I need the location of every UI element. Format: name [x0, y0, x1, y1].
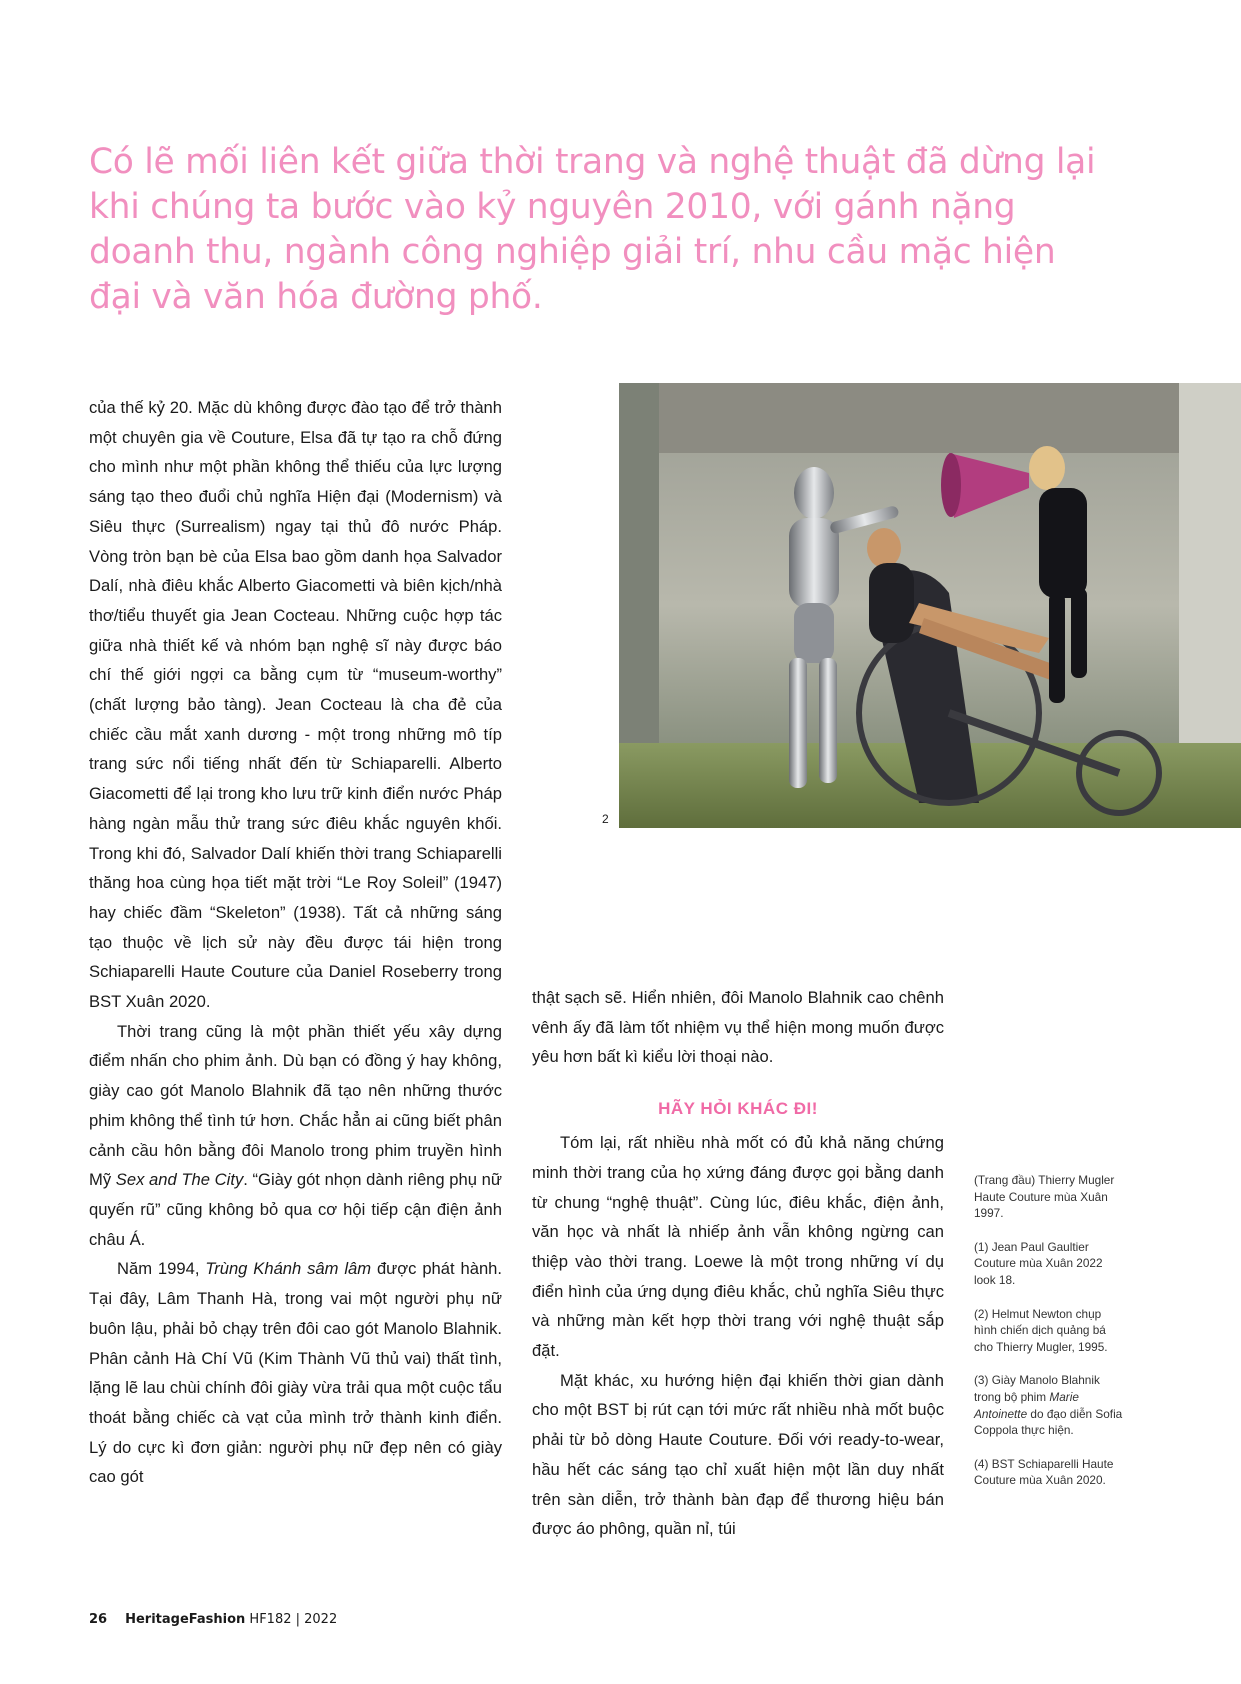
caption: (4) BST Schiaparelli Haute Couture mùa Xuân 2020. — [974, 1456, 1114, 1488]
page-footer — [89, 1612, 337, 1627]
captions — [974, 1172, 1124, 1506]
caption: (Trang đầu) Thierry Mugler Haute Couture mùa Xuân 1997. — [974, 1173, 1115, 1221]
left-column — [89, 393, 502, 1492]
section-title: HÃY HỎI KHÁC ĐI! — [658, 1099, 818, 1119]
body-paragraph: thật sạch sẽ. Hiển nhiên, đôi Manolo Blahnik cao chênh vênh ấy đã làm tốt nhiệm vụ thể hiện mong muốn được yêu hơn bất kì kiểu lời thoại nào. — [532, 988, 944, 1067]
body-paragraph: Tóm lại, rất nhiều nhà mốt có đủ khả năng chứng minh thời trang của họ xứng đáng được gọi bằng danh từ chung “nghệ thuật”. Cùng lúc, điêu khắc, điện ảnh, văn học và nhất là nhiếp ảnh vẫn không ngừng can thiệp vào thời trang. Loewe là một trong những ví dụ điển hình của ứng dụng điêu khắc, chủ nghĩa Siêu thực và những màn kết hợp thời trang với nghệ thuật sắp đặt. — [532, 1133, 944, 1361]
film-title: Marie Antoinette — [974, 1389, 1079, 1421]
body-paragraph: Mặt khác, xu hướng hiện đại khiến thời gian dành cho một BST bị rút cạn tới mức rất nhiều nhà mốt buộc phải từ bỏ dòng Haute Couture. Đối với ready-to-wear, hầu hết các sáng tạo chỉ xuất hiện một lần duy nhất trên sàn diễn, trở thành bàn đạp để thương hiệu bán được áo phông, quần nỉ, túi — [532, 1370, 944, 1539]
middle-column — [532, 983, 944, 1544]
film-title: Trùng Khánh sâm lâm — [205, 1259, 372, 1279]
photo-illustration — [619, 383, 1241, 828]
page-number: 26 — [89, 1612, 108, 1627]
caption: (2) Helmut Newton chụp hình chiến dịch quảng bá cho Thierry Mugler, 1995. — [974, 1306, 1108, 1354]
magazine-brand: HeritageFashion — [125, 1612, 246, 1627]
issue-info: HF182 | 2022 — [245, 1612, 338, 1627]
body-paragraph: của thế kỷ 20. Mặc dù không được đào tạo để trở thành một chuyên gia về Couture, Elsa đã tự tạo ra chỗ đứng cho mình như một phần không thể thiếu của lực lượng sáng tạo theo đuổi chủ nghĩa Hiện đại (Modernism) và Siêu thực (Surrealism) ngay tại thủ đô nước Pháp. Vòng tròn bạn bè của Elsa bao gồm danh họa Salvador Dalí, nhà điêu khắc Alberto Giacometti và biên kịch/nhà thơ/tiểu thuyết gia Jean Cocteau. Những cuộc hợp tác giữa nhà thiết kế và nhóm bạn nghệ sĩ này được báo chí thế giới ngợi ca bằng cụm từ “museum-worthy” (chất lượng bảo tàng). Jean Cocteau là cha đẻ của chiếc cầu mắt xanh dương - một trong những mô típ trang sức nổi tiếng nhất đến từ Schiaparelli. Alberto Giacometti để lại trong kho lưu trữ kinh điển nước Pháp hàng ngàn mẫu thử trang sức điêu khắc nguyên khối. Trong khi đó, Salvador Dalí khiến thời trang Schiaparelli thăng hoa cùng họa tiết mặt trời “Le Roy Soleil” (1947) hay chiếc đầm “Skeleton” (1938). Tất cả những sáng tạo thuộc về lịch sử này đều được tái hiện trong Schiaparelli Haute Couture của Daniel Roseberry trong BST Xuân 2020. — [89, 398, 502, 1012]
film-title: Sex and The City — [115, 1170, 244, 1190]
body-paragraph: Thời trang cũng là một phần thiết yếu xây dựng điểm nhấn cho phim ảnh. Dù bạn có đồng ý hay không, giày cao gót Manolo Blahnik đã tạo nên những thước phim không thể tình tứ hơn. Chắc hẳn ai cũng biết phân cảnh cầu hôn bằng đôi Manolo trong phim truyền hình Mỹ Sex and The City. “Giày gót nhọn dành riêng phụ nữ quyến rũ” cũng không bỏ qua cơ hội tiếp cận điện ảnh châu Á. — [89, 1021, 502, 1249]
photo-number: 2 — [602, 812, 609, 826]
body-paragraph: Năm 1994, Trùng Khánh sâm lâm được phát hành. Tại đây, Lâm Thanh Hà, trong vai một người phụ nữ buôn lậu, phải bỏ chạy trên đôi cao gót Manolo Blahnik. Phân cảnh Hà Chí Vũ (Kim Thành Vũ thủ vai) thất tình, lặng lẽ lau chùi chính đôi giày vừa trải qua một cuộc tẩu thoát bằng chiếc cà vạt của mình trở thành kinh điển. Lý do cực kì đơn giản: người phụ nữ đẹp nên có giày cao gót — [89, 1259, 503, 1487]
pull-quote: Có lẽ mối liên kết giữa thời trang và nghệ thuật đã dừng lại khi chúng ta bước vào kỷ nguyên 2010, với gánh nặng doanh thu, ngành công nghiệp giải trí, nhu cầu mặc hiện đại và văn hóa đường phố. — [89, 142, 1096, 317]
caption: (3) Giày Manolo Blahnik trong bộ phim Marie Antoinette do đạo diễn Sofia Coppola thực hiện. — [974, 1373, 1123, 1438]
fashion-photo — [619, 383, 1241, 828]
caption: (1) Jean Paul Gaultier Couture mùa Xuân 2022 look 18. — [974, 1239, 1103, 1287]
